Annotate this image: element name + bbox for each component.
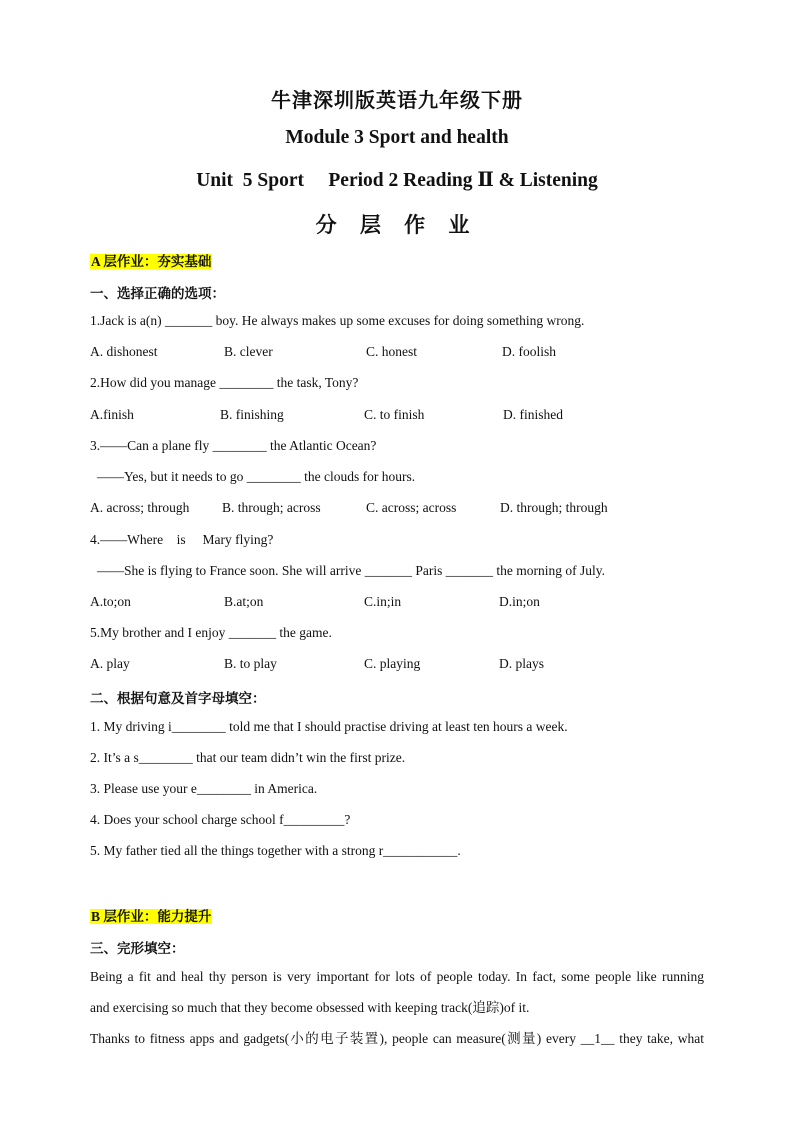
fill-item-3: 3. Please use your e________ in America. xyxy=(90,781,318,796)
option-c: C. across; across xyxy=(366,500,457,515)
cloze-paragraph-2-line-1: Thanks to fitness apps and gadgets(小的电子装置), people can measure(测量) every __1__ they take, what xyxy=(90,1031,704,1046)
question-3: 3.——Can a plane fly ________ the Atlantic Ocean? xyxy=(90,438,377,453)
section-3-title: 三、完形填空： xyxy=(90,941,185,956)
option-d: D. foolish xyxy=(502,344,556,359)
question-1: 1.Jack is a(n) _______ boy. He always makes up some excuses for doing something wrong. xyxy=(90,313,585,328)
option-a: A.finish xyxy=(90,407,134,422)
option-c: C. playing xyxy=(364,656,421,671)
homework-subtitle: 分 层 作 业 xyxy=(315,213,479,237)
section-1-title: 一、选择正确的选项： xyxy=(90,286,225,301)
page-title: 牛津深圳版英语九年级下册 xyxy=(271,90,523,112)
cloze-paragraph-1-line-2: and exercising so much that they become obsessed with keeping track(追踪)of it. xyxy=(90,1000,530,1015)
option-d: D.in;on xyxy=(499,594,540,609)
option-a: A. dishonest xyxy=(90,344,158,359)
module-heading: Module 3 Sport and health xyxy=(285,127,509,148)
option-c: C.in;in xyxy=(364,594,402,609)
option-b: B. through; across xyxy=(222,500,321,515)
option-d: D. finished xyxy=(503,407,563,422)
question-5: 5.My brother and I enjoy _______ the game. xyxy=(90,625,332,640)
question-4: 4.——Where is Mary flying? xyxy=(90,532,274,547)
option-d: D. plays xyxy=(499,656,544,671)
option-d: D. through; through xyxy=(500,500,608,515)
option-c: C. honest xyxy=(366,344,418,359)
option-b: B. finishing xyxy=(220,407,284,422)
option-b: B. to play xyxy=(224,656,277,671)
cloze-paragraph-1-line-1: Being a fit and heal thy person is very important for lots of people today. In fact, some people like running xyxy=(90,969,704,984)
section-2-title: 二、根据句意及首字母填空： xyxy=(90,691,266,706)
b-level-label: B 层作业：能力提升 xyxy=(91,909,212,924)
option-b: B.at;on xyxy=(224,594,264,609)
question-4-reply: ——She is flying to France soon. She will arrive _______ Paris _______ the morning of July. xyxy=(97,563,605,578)
fill-item-4: 4. Does your school charge school f_________? xyxy=(90,812,351,827)
option-a: A.to;on xyxy=(90,594,131,609)
question-3-reply: ——Yes, but it needs to go ________ the clouds for hours. xyxy=(97,469,416,484)
option-b: B. clever xyxy=(224,344,273,359)
unit-heading: Unit 5 Sport Period 2 Reading Ⅱ & Listening xyxy=(196,170,598,191)
fill-item-1: 1. My driving i________ told me that I should practise driving at least ten hours a week. xyxy=(90,719,568,734)
a-level-label-row xyxy=(90,250,212,270)
fill-item-5: 5. My father tied all the things together with a strong r___________. xyxy=(90,843,461,858)
fill-item-2: 2. It’s a s________ that our team didn’t win the first prize. xyxy=(90,750,406,765)
question-2: 2.How did you manage ________ the task, Tony? xyxy=(90,375,359,390)
option-c: C. to finish xyxy=(364,407,425,422)
a-level-label: A 层作业：夯实基础 xyxy=(91,254,212,269)
option-a: A. across; through xyxy=(90,500,190,515)
option-a: A. play xyxy=(90,656,130,671)
b-level-label-row xyxy=(90,905,212,925)
